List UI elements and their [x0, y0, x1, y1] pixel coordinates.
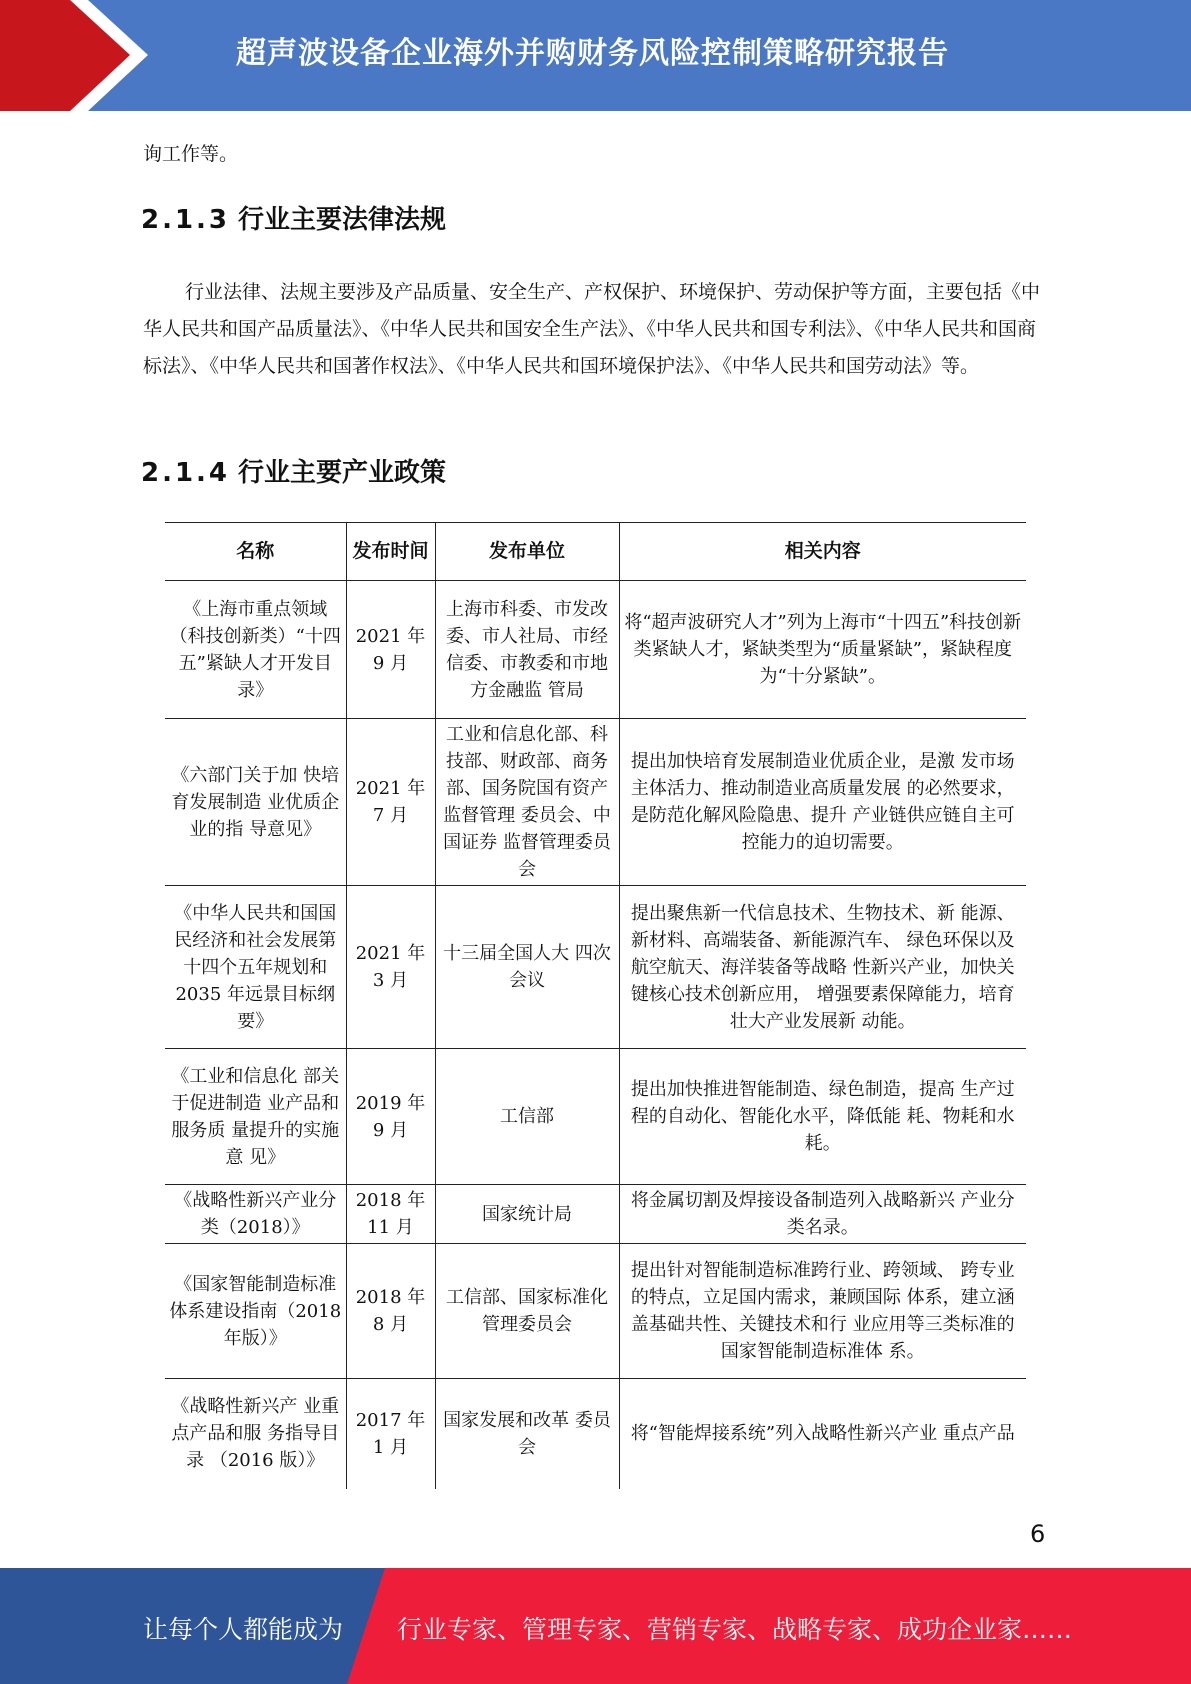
page-number: 6 — [1030, 1520, 1046, 1548]
section-heading-2-1-4 — [141, 455, 446, 491]
column-header-issuer: 发布单位 — [435, 523, 619, 581]
policy-content-cell: 将“超声波研究人才”列为上海市“十四五”科技创新类紧缺人才，紧缺类型为“质量紧缺”，紧缺程度为“十分紧缺”。 — [619, 581, 1026, 719]
footer-slogan-lead: 让每个人都能成为 — [143, 1615, 344, 1644]
policy-time-cell: 2018 年 11 月 — [346, 1185, 435, 1244]
policy-issuer-cell: 十三届全国人大 四次会议 — [435, 886, 619, 1049]
policy-name-cell: 《六部门关于加 快培育发展制造 业优质企业的指 导意见》 — [165, 719, 346, 886]
column-header-content: 相关内容 — [619, 523, 1026, 581]
table-row — [165, 581, 1026, 719]
table-row — [165, 1379, 1026, 1489]
table-row — [165, 719, 1026, 886]
section-title: 行业主要法律法规 — [238, 205, 447, 235]
policy-issuer-cell: 国家统计局 — [435, 1185, 619, 1244]
section-title: 行业主要产业政策 — [238, 458, 447, 488]
policy-time-cell: 2019 年 9 月 — [346, 1049, 435, 1185]
policy-content-cell: 将金属切割及焊接设备制造列入战略新兴 产业分类名录。 — [619, 1185, 1026, 1244]
table-header-row — [165, 523, 1026, 581]
policy-content-cell: 提出加快推进智能制造、绿色制造，提高 生产过程的自动化、智能化水平，降低能 耗、物耗和水耗。 — [619, 1049, 1026, 1185]
policy-time-cell: 2017 年 1 月 — [346, 1379, 435, 1489]
table-row — [165, 1244, 1026, 1379]
column-header-time: 发布时间 — [346, 523, 435, 581]
policy-time-cell: 2021 年 7 月 — [346, 719, 435, 886]
policy-issuer-cell: 工业和信息化部、科技部、财政部、商务部、国务院国有资产监督管理 委员会、中国证券 监督管理委员会 — [435, 719, 619, 886]
page-header — [0, 0, 1191, 111]
policy-time-cell: 2021 年 9 月 — [346, 581, 435, 719]
industry-policy-table — [165, 522, 1026, 1489]
policy-content-cell: 提出聚焦新一代信息技术、生物技术、新 能源、新材料、高端装备、新能源汽车、 绿色环保以及航空航天、海洋装备等战略 性新兴产业，加快关键核心技术创新应用， 增强要素保障能力，培育壮大产业发展新 动能。 — [619, 886, 1026, 1049]
policy-time-cell: 2021 年 3 月 — [346, 886, 435, 1049]
policy-name-cell: 《工业和信息化 部关于促进制造 业产品和服务质 量提升的实施意 见》 — [165, 1049, 346, 1185]
table-row — [165, 886, 1026, 1049]
laws-paragraph: 行业法律、法规主要涉及产品质量、安全生产、产权保护、环境保护、劳动保护等方面，主要包括《中华人民共和国产品质量法》、《中华人民共和国安全生产法》、《中华人民共和国专利法》、《中华人民共和国商标法》、《中华人民共和国著作权法》、《中华人民共和国环境保护法》、《中华人民共和国劳动法》等。 — [143, 281, 1041, 377]
policy-time-cell: 2018 年 8 月 — [346, 1244, 435, 1379]
policy-name-cell: 《上海市重点领域（科技创新类）“十四五”紧缺人才开发目录》 — [165, 581, 346, 719]
policy-name-cell: 《中华人民共和国国民经济和社会发展第十四个五年规划和 2035 年远景目标纲 要》 — [165, 886, 346, 1049]
policy-name-cell: 《战略性新兴产 业重点产品和服 务指导目录 （2016 版）》 — [165, 1379, 346, 1489]
policy-name-cell: 《战略性新兴产业分类（2018）》 — [165, 1185, 346, 1244]
policy-issuer-cell: 上海市科委、市发改委、市人社局、市经信委、市教委和市地方金融监 管局 — [435, 581, 619, 719]
table-row — [165, 1049, 1026, 1185]
section-heading-2-1-3 — [141, 202, 446, 238]
table-row — [165, 1185, 1026, 1244]
policy-content-cell: 提出加快培育发展制造业优质企业，是激 发市场主体活力、推动制造业高质量发展 的必然要求，是防范化解风险隐患、提升 产业链供应链自主可控能力的迫切需要。 — [619, 719, 1026, 886]
policy-content-cell: 将“智能焊接系统”列入战略性新兴产业 重点产品 — [619, 1379, 1026, 1489]
page-footer — [0, 1568, 1191, 1684]
intro-fragment: 询工作等。 — [143, 143, 239, 165]
report-title: 超声波设备企业海外并购财务风险控制策略研究报告 — [236, 36, 949, 71]
policy-issuer-cell: 工信部 — [435, 1049, 619, 1185]
policy-name-cell: 《国家智能制造标准体系建设指南（2018 年版）》 — [165, 1244, 346, 1379]
section-number: 2.1.3 — [141, 205, 231, 235]
policy-issuer-cell: 国家发展和改革 委员会 — [435, 1379, 619, 1489]
column-header-name: 名称 — [165, 523, 346, 581]
policy-issuer-cell: 工信部、国家标准化管理委员会 — [435, 1244, 619, 1379]
header-red-chevron — [0, 0, 160, 111]
section-number: 2.1.4 — [141, 458, 231, 488]
policy-content-cell: 提出针对智能制造标准跨行业、跨领域、 跨专业的特点，立足国内需求，兼顾国际 体系，建立涵盖基础共性、关键技术和行 业应用等三类标准的国家智能制造标准体 系。 — [619, 1244, 1026, 1379]
footer-slogan-tail: 行业专家、管理专家、营销专家、战略专家、成功企业家…… — [397, 1615, 1073, 1644]
